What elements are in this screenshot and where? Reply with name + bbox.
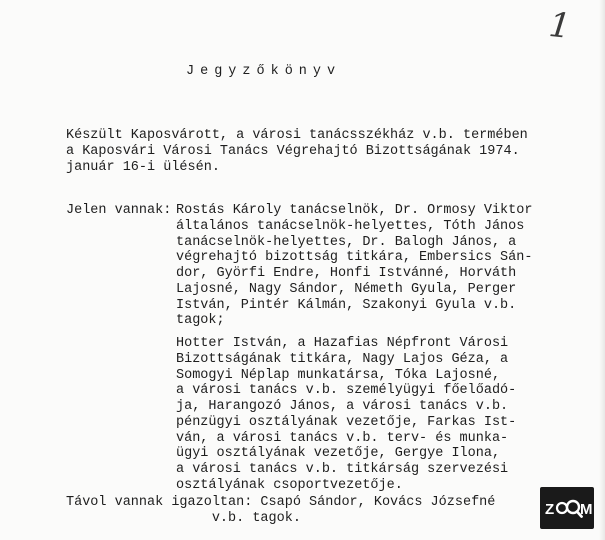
present-line: tanácselnök-helyettes, Dr. Balogh János, a (176, 234, 517, 250)
present-label: Jelen vannak: (66, 203, 172, 218)
present-line: István, Pintér Kálmán, Szakonyi Gyula v.b. (176, 297, 517, 313)
absent-line: v.b. tagok. (66, 510, 301, 526)
present-line: dor, Györfi Endre, Honfi Istvánné, Horváth (176, 266, 517, 281)
handwritten-page-number: 1 (546, 4, 573, 48)
absent-members (66, 495, 526, 527)
zoom-badge[interactable] (540, 487, 594, 529)
guests-list (176, 336, 546, 494)
intro-line: a Kaposvári Városi Tanács Végrehajtó Bizottságának 1974. (66, 144, 520, 159)
guest-line: a városi tanács v.b. titkárság szervezési (176, 462, 509, 477)
page-edge-shadow (599, 0, 605, 540)
svg-text:Z: Z (545, 501, 555, 518)
intro-line: január 16-i ülésén. (66, 160, 220, 175)
svg-text:M: M (580, 501, 593, 518)
intro-paragraph (66, 128, 546, 176)
guest-line: a városi tanács v.b. személyügyi főelőadó- (176, 383, 517, 399)
guest-line: pénzügyi osztályának vezetője, Farkas Ist- (176, 414, 517, 430)
zoom-logo (544, 493, 593, 523)
intro-line: Készült Kaposvárott, a városi tanácsszékház v.b. termében (66, 128, 528, 143)
absent-line: Távol vannak igazoltan: Csapó Sándor, Kovács Józsefné (66, 495, 496, 510)
guest-line: ván, a városi tanács v.b. terv- és munka- (176, 430, 509, 446)
present-line: végrehajtó bizottság titkára, Embersics Sán- (176, 250, 533, 266)
guest-line: Hotter István, a Hazafias Népfront Városi (176, 336, 509, 351)
present-line: Rostás Károly tanácselnök, Dr. Ormosy Viktor (176, 203, 533, 218)
guest-line: Somogyi Néplap munkatársa, Tóka Lajosné, (176, 367, 501, 383)
guest-line: ügyi osztályának vezetője, Gergye Ilona, (176, 446, 501, 462)
guest-line: ja, Harangozó János, a városi tanács v.b. (176, 399, 509, 414)
document-title: Jegyzőkönyv (186, 64, 342, 79)
guest-line: osztályának csoportvezetője. (176, 477, 403, 493)
present-members-list (176, 203, 546, 329)
present-line: általános tanácselnök-helyettes, Tóth János (176, 218, 525, 234)
present-line: Lajosné, Nagy Sándor, Németh Gyula, Perger (176, 281, 517, 297)
guest-line: Bizottságának titkára, Nagy Lajos Géza, a (176, 351, 509, 367)
present-line: tagok; (176, 313, 225, 329)
